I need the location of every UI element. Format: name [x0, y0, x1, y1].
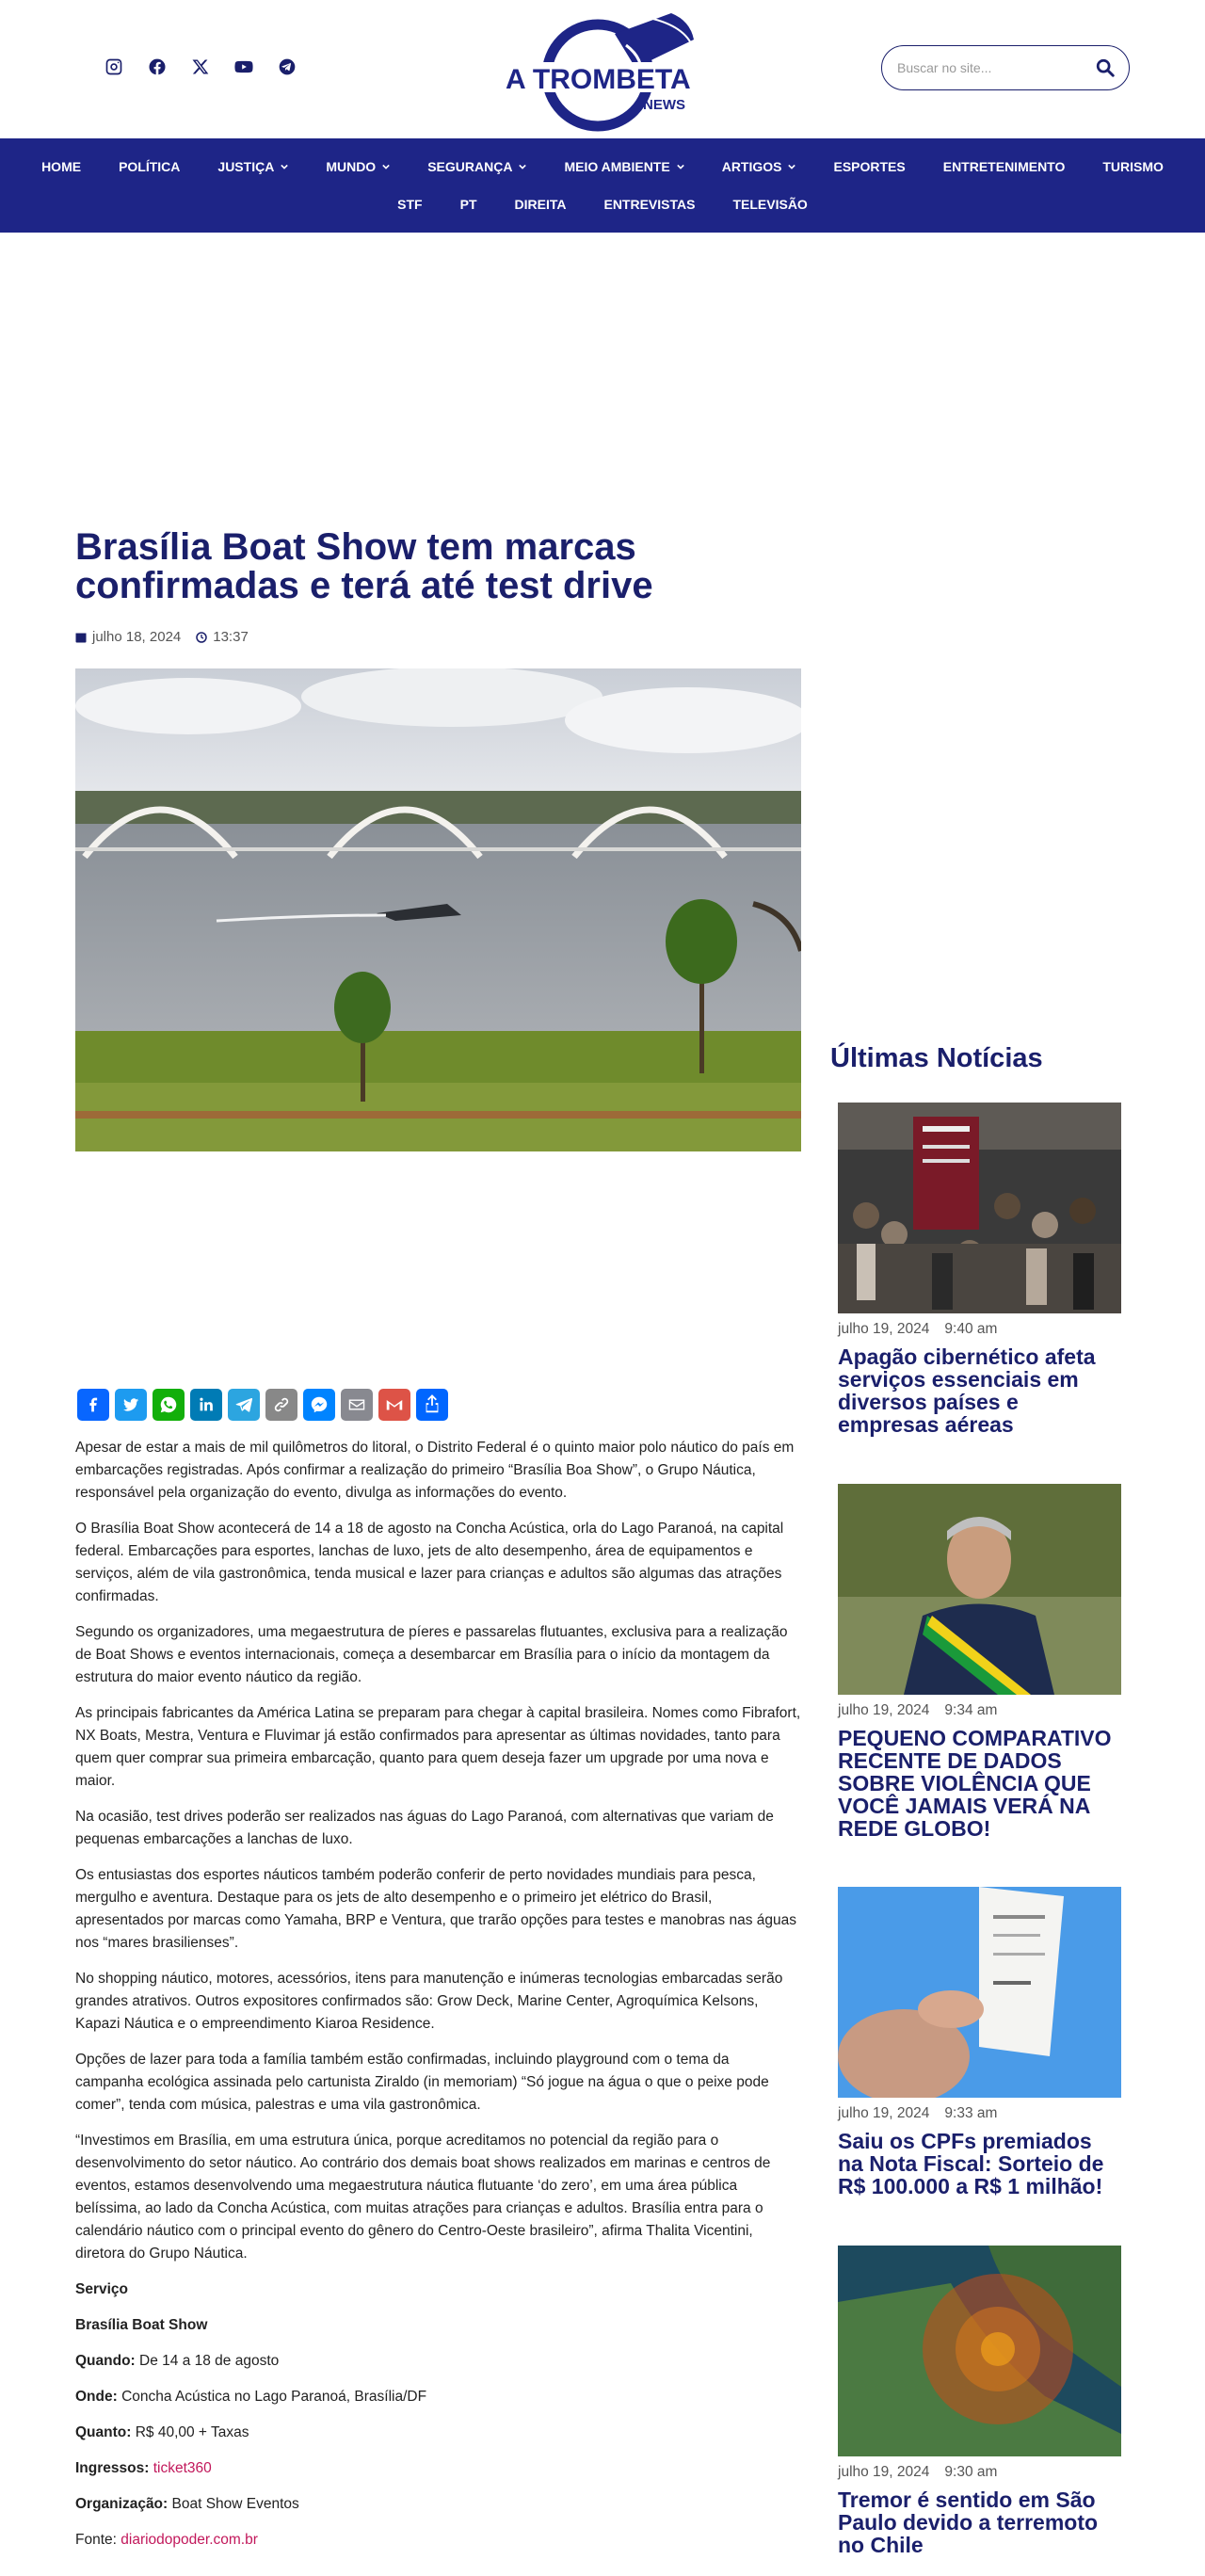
article-paragraphs	[75, 1437, 801, 2265]
share-buttons	[77, 1389, 448, 1421]
whatsapp-share-button[interactable]	[153, 1389, 185, 1421]
news-card[interactable]	[838, 2246, 1121, 2556]
article-paragraph: No shopping náutico, motores, acessórios, itens para manutenção e inúmeras tecnologias embarcadas serão grandes atrativos. Outros expositores confirmados são: Grow Deck, Marine Center, Agroquímica Kelsons, Kapazi Náutica e o empreendimento Kiaroa Residence.	[75, 1971, 783, 2032]
article-meta	[75, 629, 249, 645]
site-logo[interactable]	[504, 8, 701, 132]
facebook-share-button[interactable]	[77, 1389, 109, 1421]
copy-link-share-button[interactable]	[265, 1389, 297, 1421]
news-card-image[interactable]	[838, 1484, 1121, 1695]
news-card-meta: julho 19, 2024 9:33 am	[838, 2105, 998, 2121]
copy-link-icon	[271, 1394, 292, 1415]
gmail-icon	[384, 1394, 405, 1415]
article-time-text: 13:37	[213, 629, 249, 645]
nav-item-meio-ambiente[interactable]: MEIO AMBIENTE	[545, 157, 702, 176]
nav-item-home[interactable]: HOME	[41, 159, 82, 174]
messenger-icon	[309, 1394, 329, 1415]
nav-item-entretenimento[interactable]: ENTRETENIMENTO	[942, 159, 1066, 174]
article-date-text: julho 18, 2024	[92, 629, 182, 645]
nav-item-mundo[interactable]: MUNDO	[307, 157, 409, 176]
info-price: Quanto: R$ 40,00 + Taxas	[75, 2424, 249, 2440]
nav-item-justiça[interactable]: JUSTIÇA	[199, 157, 307, 176]
youtube-icon[interactable]	[233, 56, 254, 77]
nav-item-segurança[interactable]: SEGURANÇA	[409, 157, 545, 176]
gmail-share-button[interactable]	[378, 1389, 410, 1421]
twitter-icon	[120, 1394, 141, 1415]
article-paragraph: O Brasília Boat Show acontecerá de 14 a 18 de agosto na Concha Acústica, orla do Lago Paranoá, na capital federal. Embarcações para esportes, lanchas de luxo, jets de alto desempenho, área de equipamentos e serviços, além de vila gastronômica, tenda musical e lazer para crianças e adultos são algumas das atrações confirmadas.	[75, 1521, 784, 1604]
telegram-share-button[interactable]	[228, 1389, 260, 1421]
email-share-button[interactable]	[341, 1389, 373, 1421]
info-organization: Organização: Boat Show Eventos	[75, 2496, 299, 2512]
article-paragraph: As principais fabricantes da América Latina se preparam para chegar à capital brasileira. Nomes como Fibrafort, NX Boats, Mestra, Ventura e Fluvimar já estão confirmados para apresentar as últimas novidades, tanto para quem quer comprar sua primeira embarcação, quanto para quem deseja fazer um upgrade por uma nova e maior.	[75, 1705, 801, 1789]
sidebar-heading: Últimas Notícias	[830, 1043, 1043, 1073]
article-paragraph: Os entusiastas dos esportes náuticos também poderão conferir de perto novidades mundiais para pesca, mergulho e aventura. Destaque para os jets de alto desempenho e o primeiro jet elétrico do Brasil, apresentados por marcas como Yamaha, BRP e Ventura, que trarão opções para testes e manobras nas águas nos “mares brasilienses”.	[75, 1867, 796, 1951]
nav-item-turismo[interactable]: TURISMO	[1102, 159, 1164, 174]
nav-row-secondary	[0, 195, 1205, 214]
whatsapp-icon	[158, 1394, 179, 1415]
site-header	[0, 0, 1205, 138]
news-card-meta: julho 19, 2024 9:40 am	[838, 1321, 998, 1337]
article-paragraph: Apesar de estar a mais de mil quilômetros do litoral, o Distrito Federal é o quinto maior polo náutico do país em embarcações registradas. Após confirmar a realização do primeiro “Brasília Boa Show”, o Grupo Náutica, responsável pela organização do evento, divulga as informações do evento.	[75, 1440, 795, 1501]
info-tickets: Ingressos: ticket360	[75, 2460, 212, 2476]
article-date	[75, 629, 181, 645]
linkedin-share-button[interactable]	[190, 1389, 222, 1421]
source-link[interactable]: diariodopoder.com.br	[120, 2532, 258, 2548]
x-icon[interactable]	[190, 56, 211, 77]
article-title: Brasília Boat Show tem marcas confirmadas e terá até test drive	[75, 526, 653, 606]
chevron-down-icon	[281, 163, 288, 170]
nav-item-política[interactable]: POLÍTICA	[119, 159, 181, 174]
facebook-icon[interactable]	[147, 56, 168, 77]
twitter-share-button[interactable]	[115, 1389, 147, 1421]
calendar-icon	[75, 632, 87, 643]
nav-item-entrevistas[interactable]: ENTREVISTAS	[603, 197, 696, 212]
chevron-down-icon	[519, 163, 526, 170]
nav-item-esportes[interactable]: ESPORTES	[833, 159, 906, 174]
chevron-down-icon	[677, 163, 684, 170]
share-icon	[422, 1394, 442, 1415]
news-card-title[interactable]: Apagão cibernético afeta serviços essenciais em diversos países e empresas aéreas	[838, 1344, 1096, 1437]
news-card-image[interactable]	[838, 1103, 1121, 1313]
nav-item-artigos[interactable]: ARTIGOS	[703, 157, 815, 176]
service-heading: Serviço	[75, 2281, 129, 2297]
social-links	[104, 56, 297, 77]
tickets-link[interactable]: ticket360	[153, 2460, 212, 2476]
clock-icon	[196, 632, 207, 643]
email-icon	[346, 1394, 367, 1415]
news-card-meta: julho 19, 2024 9:30 am	[838, 2464, 998, 2480]
search-icon[interactable]	[1095, 57, 1116, 78]
news-card-title[interactable]: PEQUENO COMPARATIVO RECENTE DE DADOS SOBRE VIOLÊNCIA QUE VOCÊ JAMAIS VERÁ NA REDE GLOBO!	[838, 1726, 1112, 1841]
article-hero-image	[75, 668, 801, 1151]
news-card-meta: julho 19, 2024 9:34 am	[838, 1702, 998, 1718]
chevron-down-icon	[382, 163, 390, 170]
main-navigation	[0, 138, 1205, 233]
info-source: Fonte: diariodopoder.com.br	[75, 2532, 258, 2548]
info-where: Onde: Concha Acústica no Lago Paranoá, Brasília/DF	[75, 2389, 427, 2405]
news-card[interactable]	[838, 1887, 1121, 2198]
nav-item-pt[interactable]: PT	[459, 197, 477, 212]
news-card-image[interactable]	[838, 2246, 1121, 2456]
nav-item-televisão[interactable]: TELEVISÃO	[732, 197, 808, 212]
nav-item-direita[interactable]: DIREITA	[514, 197, 567, 212]
share-share-button[interactable]	[416, 1389, 448, 1421]
nav-row-primary	[0, 157, 1205, 176]
nav-item-stf[interactable]: STF	[397, 197, 423, 212]
article-body	[75, 1437, 801, 2565]
linkedin-icon	[196, 1394, 217, 1415]
info-when: Quando: De 14 a 18 de agosto	[75, 2353, 280, 2369]
article-paragraph: Na ocasião, test drives poderão ser realizados nas águas do Lago Paranoá, com alternativas que variam de pequenas embarcações a lanchas de luxo.	[75, 1809, 774, 1847]
chevron-down-icon	[788, 163, 795, 170]
facebook-icon	[83, 1394, 104, 1415]
search-box	[881, 45, 1130, 90]
logo-brand-line1: A TROMBETA	[506, 64, 691, 95]
event-name: Brasília Boat Show	[75, 2317, 208, 2333]
news-card-title[interactable]: Saiu os CPFs premiados na Nota Fiscal: Sorteio de R$ 100.000 a R$ 1 milhão!	[838, 2129, 1104, 2198]
news-card-title[interactable]: Tremor é sentido em São Paulo devido a terremoto no Chile	[838, 2487, 1099, 2557]
telegram-icon	[233, 1394, 254, 1415]
news-card[interactable]	[838, 1484, 1121, 1840]
messenger-share-button[interactable]	[303, 1389, 335, 1421]
news-card[interactable]	[838, 1103, 1121, 1436]
instagram-icon[interactable]	[104, 56, 124, 77]
article-paragraph: Segundo os organizadores, uma megaestrutura de píeres e passarelas flutuantes, exclusiva para a realização de Boat Shows e eventos internacionais, começa a desembarcar em Brasília para o início da montagem da estrutura do maior evento náutico da região.	[75, 1624, 788, 1685]
logo-brand-line2: NEWS	[643, 97, 685, 113]
article-paragraph: “Investimos em Brasília, em uma estrutura única, porque acreditamos no potencial da região para o desenvolvimento do setor náutico. Ao contrário dos demais boat shows realizados em marinas e centros de eventos, estamos desenvolvendo uma megaestrutura náutica flutuante ‘do zero’, em uma área pública belíssima, ao lado da Concha Acústica, com muitas atrações para crianças e adultos. Brasília entra para o calendário náutico com o principal evento do gênero do Centro-Oeste brasileiro”, afirma Thalita Vicentini, diretora do Grupo Náutica.	[75, 2133, 771, 2262]
article-paragraph: Opções de lazer para toda a família também estão confirmadas, incluindo playground com o tema da campanha ecológica assinada pelo cartunista Ziraldo (in memoriam) “Só jogue na água o que o peixe pode comer”, tenda com música, palestras e uma vila gastronômica.	[75, 2052, 769, 2113]
article-time	[196, 629, 249, 645]
telegram-icon[interactable]	[277, 56, 297, 77]
news-card-image[interactable]	[838, 1887, 1121, 2098]
search-input[interactable]	[897, 57, 1085, 78]
